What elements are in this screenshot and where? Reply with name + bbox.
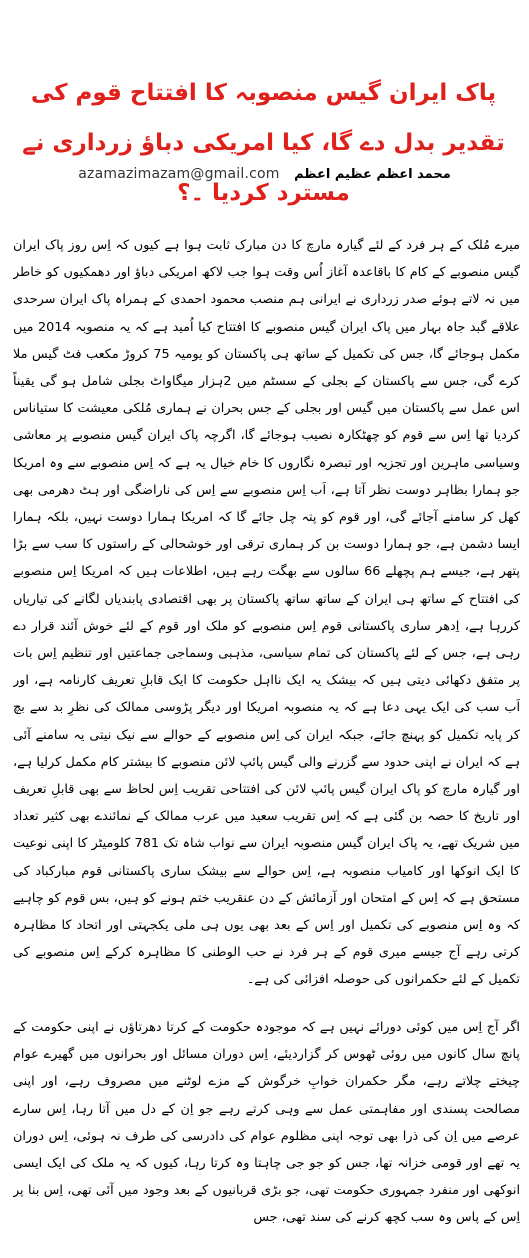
- author-email[interactable]: azamazimazam@gmail.com: [78, 166, 280, 182]
- article-headline: پاک ایران گیس منصوبہ کا افتتاح قوم کی تقدیر بدل دے گا، کیا امریکی دباؤ زرداری نے مسترد کردیا ۔؟: [22, 80, 505, 206]
- article-paragraph-2: اگر آج اِس میں کوئی دورائے نہیں ہے کہ موجودہ حکومت کے کرتا دھرتاؤں نے اپنی حکومت کے پانچ سال کانوں میں روئی ٹھوس کر گزاردیئے، اِس دوران مسائل اور بحرانوں میں گھیرے عوام چیختے چلاتے رہے، مگر حکمران خوابِ خرگوش کے مزے لوٹنے میں مصروف رہے، اور اپنی مصالحت پسندی اور مفاہمتی عمل سے وہی کرتے رہے جو اِن کے دل میں آتا رہا، اِس سارے عرصے میں اِن کی ذرا بھی توجہ اپنی مظلوم عوام کی دادرسی کی طرف نہ ہوئی، اِس دوران یہ تھے اور قومی خزانہ تھا، جس کو جو جی چاہتا وہ کرتا رہا، کیوں کہ یہ ملک کی ایک ایسی انوکھی اور منفرد جمہوری حکومت تھی، جو بڑی قربانیوں کے بعد وجود میں آئی تھی، اِس بنا پر اِس کے پاس وہ سب کچھ کرنے کی سند تھی، جس: [13, 1020, 520, 1226]
- author-name: محمد اعظم عظیم اعظم: [294, 167, 451, 182]
- article-paragraph-1: میرے مُلک کے ہر فرد کے لئے گیارہ مارچ کا دن مبارک ثابت ہوا ہے کیوں کہ اِس روز پاک ایران گیس منصوبے کے کام کا باقاعدہ آغاز اُس وقت ہوا جب لاکھ امریکی دباؤ اور دھمکیوں کو خاطر میں نہ لاتے ہوئے صدر زرداری نے ایرانی ہم منصب محمود احمدی کے ہمراہ پاک ایران سرحدی علاقے گبد جاہ بہار میں پاک ایران گیس منصوبے کا افتتاح کیا اُمید ہے کہ یہ منصوبہ 2014 میں مکمل ہوجائے گا، جس کی تکمیل کے ساتھ ہی پاکستان کو یومیہ 75 کروڑ مکعب فٹ گیس ملا کرے گی، جس سے پاکستان کے بجلی کے سسٹم میں 2ہزار میگاواٹ بجلی شامل ہو گی یقیناً اس عمل سے پاکستان میں گیس اور بجلی کے جس بحران نے ہماری مُلکی معیشت کا ستیاناس کردیا تھا اِس سے قوم کو چھٹکارہ نصیب ہوجائے گا، اگرچہ پاک ایران گیس منصوبے پر معاشی وسیاسی ماہرین اور تجزیہ اور تبصرہ نگاروں کا خام خیال یہ ہے کہ اِس منصوبے سے وہ امریکا جو ہمارا بظاہر دوست نظر آتا ہے، اَب اِس منصوبے سے اِس کی ناراضگی اور ہٹ دھرمی بھی کھل کر سامنے آجائے گی، اور قوم کو پتہ چل جائے گا کہ امریکا ہمارا دوست نہیں، بلکہ ہمارا ایسا دشمن ہے، جو ہمارا دوست بن کر ہماری ترقی اور خوشحالی کے راستوں کا سب سے بڑا پتھر ہے، جیسے ہم پچھلے 66 سالوں سے بھگت رہے ہیں، اطلاعات ہیں کہ امریکا اِس منصوبے کی افتتاح کے ساتھ ہی ایران کے ساتھ ساتھ پاکستان پر بھی اقتصادی پابندیاں لگانے کی تیاریاں کررہا ہے، اِدھر ساری پاکستانی قوم اِس منصوبے کو ملک اور قوم کے لئے خوش آئند قرار دے رہی ہے، جس کے لئے پاکستان کی تمام سیاسی، مذہبی وسماجی جماعتیں اور تنظیم اِس بات پر متفق دکھائی دیتی ہیں کہ بیشک یہ ایک نااہل حکومت کا ایک قابلِ تعریف کارنامہ ہے، اور اَب سب کی ایک یہی دعا ہے کہ یہ منصوبہ امریکا اور دیگر پڑوسی ممالک کی نظرِ بد سے بچ کر پایہ تکمیل کو پہنچ جائے، جبکہ ایران کی اِس منصوبے کے حوالے سے نیک نیتی یہ سامنے آئی ہے کہ ایران نے اپنی حدود سے گزرنے والی گیس پائپ لائن منصوبے کا بیشتر کام مکمل کرلیا ہے، اور گیارہ مارچ کو پاک ایران گیس پائپ لائن کی افتتاحی تقریب اِس لحاظ سے بھی قابلِ تعریف اور تاریخ کا حصہ بن گئی ہے کہ اِس تقریب سعید میں عرب ممالک کے نمائندے بھی کثیر تعداد میں شریک تھے، یہ پاک ایران گیس منصوبہ ایران سے نواب شاہ تک 781 کلومیٹر کا اپنی نوعیت کا ایک انوکھا اور کامیاب منصوبہ ہے، اِس حوالے سے بیشک ساری پاکستانی قوم مبارکباد کی مستحق ہے کہ اِس کے امتحان اور آزمائش کے دن عنقریب ختم ہونے کو ہیں، بس قوم کو چاہیے کہ وہ اِس منصوبے کی تکمیل اور اِس کے بعد بھی یوں ہی ملی یکجہتی اور اتحاد کا مظاہرہ کرتی رہے آج جیسے میری قوم کے ہر فرد نے حب الوطنی کا مظاہرہ کرکے اِس منصوبے کی تکمیل کے لئے حکمرانوں کی حوصلہ افزائی کی ہے۔: [13, 238, 520, 988]
- byline: [0, 164, 529, 185]
